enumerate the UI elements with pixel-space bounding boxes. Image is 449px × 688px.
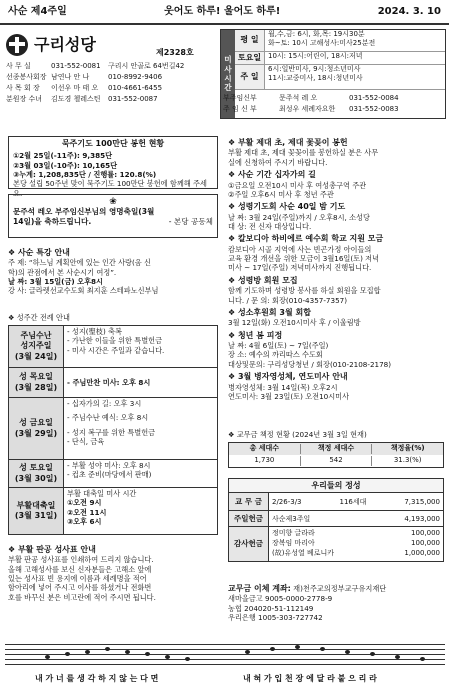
notice xyxy=(228,276,444,305)
notice-line: 부활 제대 초, 제대 꽃꽂이를 봉헌하실 분은 사무 xyxy=(228,148,379,158)
offering-cell: 정미향 글라라 xyxy=(272,529,315,537)
notice-title: ❖ 3월 병자영성체, 연도미사 안내 xyxy=(228,372,348,382)
sacrament-line: 함아리에 넣어 주시고 이사를 하셨거나 전화번 xyxy=(8,583,152,593)
offering-group xyxy=(229,493,443,511)
offering-cell: 장복임 마리아 xyxy=(272,539,315,547)
staff-role: 선종봉사회장 xyxy=(6,73,47,81)
mass-row-saturday xyxy=(235,52,445,65)
holyweek-item: - 십자가의 길: 오후 3시 xyxy=(67,399,142,408)
stats-title: ❖ 교무금 책정 현황 (2024년 3월 3일 현재) xyxy=(228,430,367,439)
priest-name: 문주석 레 오 xyxy=(279,94,318,102)
staff-line xyxy=(5,644,445,645)
rosary-line: ②3월 03일(-10주): 10,165단 xyxy=(13,160,118,170)
note-icon xyxy=(320,647,325,651)
mass-row-value xyxy=(265,65,445,89)
staff-role: 분원장 수녀 xyxy=(6,95,43,103)
offering-cell: 7,315,000 xyxy=(404,497,440,506)
offering-cell: 4,193,000 xyxy=(404,514,440,523)
holyweek-item: - 성지(聖枝) 축복 xyxy=(67,327,122,336)
stats-header: 총 세대수 xyxy=(229,444,301,453)
rosary-title: 묵주기도 100만단 봉헌 현황 xyxy=(61,139,165,148)
notice-line: 장 소: 예수의 까리따스 수도회 xyxy=(228,350,323,360)
account-line: 우리은행 1005-303-727742 xyxy=(228,613,323,623)
sacrament-line: 부활 판공 성사표를 인쇄하여 드리지 않습니다. xyxy=(8,555,154,565)
holyweek-block xyxy=(9,488,217,534)
holyweek-item: - 부활 성야 미사: 오후 8시 xyxy=(67,461,151,470)
stats-row xyxy=(229,455,443,467)
mass-line: 6시:일반미사, 9시:청소년미사 xyxy=(268,65,361,73)
holyweek-item: - 주님수난 예식: 오후 8시 xyxy=(67,413,149,423)
notice-title: ❖ 성령방 회원 모집 xyxy=(228,275,298,285)
sacrament-title: ❖ 부활 판공 성사표 안내 xyxy=(8,545,96,554)
account-line: 재)천주교의정부교구유지재단 xyxy=(293,584,387,593)
staff-name: 031-552-0081 xyxy=(51,62,101,70)
notice xyxy=(228,234,444,272)
holyweek-item: ②오전 11시 xyxy=(67,507,107,517)
music-lyric: 내 가 너 를 생 각 하 지 않 는 다 면 xyxy=(35,674,159,683)
note-icon xyxy=(245,650,250,654)
notice xyxy=(228,372,444,401)
lecture-title: ❖ 사순 특강 안내 xyxy=(8,248,70,257)
mass-schedule xyxy=(220,29,446,119)
stats-value: 542 xyxy=(301,456,373,465)
account-title: 교무금 이체 계좌: xyxy=(228,584,291,593)
flower-icon: ❀ xyxy=(109,197,117,207)
staff-role: 사 무 실 xyxy=(6,62,31,70)
staff-phone: 031-552-0087 xyxy=(108,95,158,103)
lecture-section xyxy=(8,248,220,296)
staff-role: 사 목 회 장 xyxy=(6,84,40,92)
holyweek-item: - 성지 복구를 위한 특별헌금 xyxy=(67,427,156,437)
priest-role: 주 임 신 부 xyxy=(223,105,257,113)
mass-row-label: 평 일 xyxy=(235,30,265,51)
account-line: 농협 204020-51-112149 xyxy=(228,603,314,613)
lecture-line: 학)의 관점에서 본 사순시기 여정”. xyxy=(8,267,117,277)
notice-line: 날 짜: 4월 6일(토) ~ 7일(주일) xyxy=(228,341,329,351)
side-char: 사 xyxy=(224,64,232,74)
note-icon xyxy=(370,652,375,656)
staff-phone: 010-4661-6455 xyxy=(108,84,163,92)
priest-phone: 031-552-0083 xyxy=(349,105,399,113)
notice xyxy=(228,331,444,369)
side-char: 미 xyxy=(224,55,232,65)
note-icon xyxy=(420,657,425,661)
church-name: 구리성당 xyxy=(34,34,96,54)
notice-line: 날 짜: 3월 24일(주일)까지 / 오후8시, 소성당 xyxy=(228,212,370,222)
note-icon xyxy=(145,652,150,656)
notice-line: 대상및문의: 구리성당청년 / 회장(010-2108-2178) xyxy=(228,359,392,369)
note-icon xyxy=(85,650,90,654)
notice-line: 대 상: 전 신자 대상입니다. xyxy=(228,221,312,231)
holyweek-item: - 단식, 금육 xyxy=(67,437,105,447)
holyweek-title: ❖ 성주간 전례 안내 xyxy=(8,313,70,322)
feast-box xyxy=(8,194,218,238)
note-icon xyxy=(270,647,275,651)
staff-phone: 구리시 안골로 64번길42 xyxy=(108,62,185,70)
feast-sign: - 본당 공동체 xyxy=(168,216,213,226)
mass-line: 10시: 15시:어린이, 18시:저녁 xyxy=(268,52,363,60)
offering-cell: 2/26-3/3 xyxy=(272,497,302,506)
stats-table xyxy=(228,442,444,468)
feast-line: 문주석 레오 부주임신부님의 영명축일(3월 xyxy=(13,207,155,216)
feast-row xyxy=(13,217,213,227)
holyweek-item: - 가난한 이들을 위한 특별헌금 xyxy=(67,336,163,346)
header-week: 사순 제4주일 xyxy=(8,6,67,17)
note-icon xyxy=(125,650,130,654)
holyweek-block xyxy=(9,326,217,368)
holyweek-item: - 미사 시간은 주일과 같습니다. xyxy=(67,345,165,355)
offering-cell: 100,000 xyxy=(411,529,440,537)
staff-name: 남연나 안 나 xyxy=(51,73,90,81)
offering-label: 주일헌금 xyxy=(229,511,269,526)
stats-header: 책정 세대수 xyxy=(301,444,373,453)
mass-row-label: 토요일 xyxy=(235,52,265,64)
staff-directory xyxy=(6,62,219,106)
mass-line: 월,수,금: 6시, 화,목: 19시30분 xyxy=(268,30,365,38)
sacrament-line: 있는 성사표 빈 용지에 이름과 세례명을 적어 xyxy=(8,574,147,584)
rosary-line: ③누계: 1,208,835단 / 진행률: 120.8(%) xyxy=(13,170,157,180)
music-staff xyxy=(5,638,445,686)
stats-header-row xyxy=(229,443,443,455)
notice-line: ①금요일 오전10시 미사 후 여성총구역 주관 xyxy=(228,180,367,190)
holyweek-day: 성 목요일 (3월 28일) xyxy=(9,368,64,397)
lecture-line: 날 짜: 3월 15일(금) 오후8시 xyxy=(8,277,104,287)
holyweek-item: ①오전 9시 xyxy=(67,498,102,508)
offering-label: 감사헌금 xyxy=(229,527,269,561)
holyweek-day: 주님수난 성지주일 (3월 24일) xyxy=(9,326,64,367)
page-header xyxy=(0,0,449,25)
mass-row-sunday xyxy=(235,65,445,90)
notice-line: 미사 ~ 17일(주일) 저녁미사까지 진행됩니다. xyxy=(228,263,372,273)
stats-header: 책정율(%) xyxy=(390,444,425,453)
notice-line: 3월 12일(화) 오전10시미사 후 / 이울림방 xyxy=(228,318,361,328)
holyweek-schedule xyxy=(8,325,218,535)
sacrament-line: 올해 고해성사를 보신 신자분들은 고해소 앞에 xyxy=(8,564,152,574)
staff-phone: 010-8992-9406 xyxy=(108,73,163,81)
side-char: 간 xyxy=(224,83,232,93)
staff-name: 김도경 첼레스틴 xyxy=(51,95,101,103)
priest-phone: 031-552-0084 xyxy=(349,94,399,102)
offering-label: 교 무 금 xyxy=(229,493,269,510)
notice-title: ❖ 칼보디아 하비에르 예수회 학교 지원 모금 xyxy=(228,234,384,244)
notice xyxy=(228,138,444,167)
mass-row-value xyxy=(265,52,445,64)
stats-value: 1,730 xyxy=(229,456,301,465)
sacrament-line: 호를 바꾸신 분은 비고란에 적어 주시면 됩니다. xyxy=(8,592,156,602)
staff-name: 이선우 마 태 오 xyxy=(51,84,99,92)
header-motto: 웃어도 하루! 울어도 하루! xyxy=(164,6,281,17)
notice-line: 병자영성체: 3월 14일(목) 오후2시 xyxy=(228,382,338,392)
notice-line: ②주일 오후6시 미사 후 청년 주관 xyxy=(228,189,334,199)
mass-row-label: 주 일 xyxy=(235,65,265,89)
staff-line xyxy=(5,649,445,650)
offering-title: 우리들의 정성 xyxy=(229,479,443,493)
holyweek-day: 부활대축일 (3월 31일) xyxy=(9,488,64,534)
rosary-line: 본당 설립 50주년 맞이 묵주기도 100만단 봉헌에 함께해 주세요. xyxy=(13,179,207,198)
offering-cell: 1,000,000 xyxy=(404,549,440,557)
cross-icon xyxy=(6,34,28,56)
notice-title: ❖ 성령기도회 사순 40일 밤 기도 xyxy=(228,202,346,212)
notice-title: ❖ 부활 제대 초, 제대 꽃꽂이 봉헌 xyxy=(228,138,348,147)
notice-line: 실에 신청하여 주시기 바랍니다. xyxy=(228,157,328,167)
header-date: 2024. 3. 10 xyxy=(377,6,441,17)
notice-title: ❖ 성소후원회 3월 회합 xyxy=(228,307,311,317)
staff-line xyxy=(5,659,445,660)
note-icon xyxy=(345,650,350,654)
holyweek-day: 성 토요일 (3월 30일) xyxy=(9,460,64,487)
notice-line: 함께 기도하며 성령방 봉사를 하실 회원을 모집합 xyxy=(228,286,381,296)
notice-title: ❖ 사순 기간 십자가의 길 xyxy=(228,170,316,180)
offering-cell: 116세대 xyxy=(339,497,367,506)
offering-group xyxy=(229,527,443,561)
account-line: 새마을금고 9005-0000-2778-9 xyxy=(228,594,333,604)
note-icon xyxy=(295,645,300,649)
holyweek-item: - 컵초 준비(마당에서 판매) xyxy=(67,470,152,480)
music-lyric: 내 혀 가 입 천 장 에 달 라 붙 으 리 라 xyxy=(243,674,377,683)
note-icon xyxy=(45,655,50,659)
note-icon xyxy=(185,657,190,661)
right-notices xyxy=(228,138,444,401)
mass-row-value xyxy=(265,30,445,51)
offering-cell: (故)유성열 베로니카 xyxy=(272,549,335,557)
notice xyxy=(228,202,444,231)
offering-group xyxy=(229,511,443,527)
holyweek-item: ③오후 6시 xyxy=(67,517,102,527)
holyweek-block xyxy=(9,368,217,398)
priest-role: 부주임신부 xyxy=(223,94,257,102)
note-icon xyxy=(65,652,70,656)
note-icon xyxy=(105,647,110,651)
church-title xyxy=(6,32,216,58)
mass-line: 화~토: 10시 고해성사:미사25분전 xyxy=(268,39,376,48)
holyweek-item: 부활 대축일 미사 시간 xyxy=(67,489,137,498)
issue-number: 제2328호 xyxy=(156,48,194,57)
notice-title: ❖ 청년 봄 피정 xyxy=(228,330,283,340)
rosary-box xyxy=(8,136,218,198)
staff-line xyxy=(5,664,445,665)
lecture-line: 강 사: 글라렛선교수도회 최지훈 스테파노신부님 xyxy=(8,286,159,296)
staff-line xyxy=(5,654,445,655)
notice xyxy=(228,170,444,199)
holyweek-item: - 주님만찬 미사: 오후 8시 xyxy=(67,377,151,387)
holyweek-block xyxy=(9,398,217,460)
rosary-line: ①2월 25일(-11주): 9,385단 xyxy=(13,151,113,161)
notice-line: 연도미사: 3월 23일(토) 오전10시미사 xyxy=(228,391,350,401)
mass-line: 11시:교중미사, 18시:청년미사 xyxy=(268,74,363,83)
mass-row-weekday xyxy=(235,30,445,52)
notice-line: 캄보디아 시골 지역에 사는 빈곤가정 아이들의 xyxy=(228,244,372,254)
offering-table xyxy=(228,478,444,562)
note-icon xyxy=(395,655,400,659)
lecture-line: 주 제: “하느님 계획안에 있는 인간 사랑(옴 신 xyxy=(8,258,151,268)
notice-line: 교육 환경 개선을 위한 모금이 3월16일(토) 저녁 xyxy=(228,254,380,264)
priest-contacts xyxy=(221,93,445,117)
notice xyxy=(228,308,444,328)
notice-line: 니다. / 문 의: 회장(010-4357-7357) xyxy=(228,295,348,305)
sacrament-section xyxy=(8,545,220,602)
side-char: 시 xyxy=(224,74,232,83)
stats-value: 31.3(%) xyxy=(393,456,422,465)
holyweek-block xyxy=(9,460,217,488)
priest-name: 최성우 세례자요한 xyxy=(279,105,336,113)
account-section xyxy=(228,584,444,622)
offering-cell: 100,000 xyxy=(411,539,440,547)
note-icon xyxy=(165,655,170,659)
holyweek-day: 성 금요일 (3월 29일) xyxy=(9,398,64,459)
offering-cell: 사순제3주일 xyxy=(272,514,311,523)
feast-line: 14일)을 축하드립니다. xyxy=(13,216,92,226)
